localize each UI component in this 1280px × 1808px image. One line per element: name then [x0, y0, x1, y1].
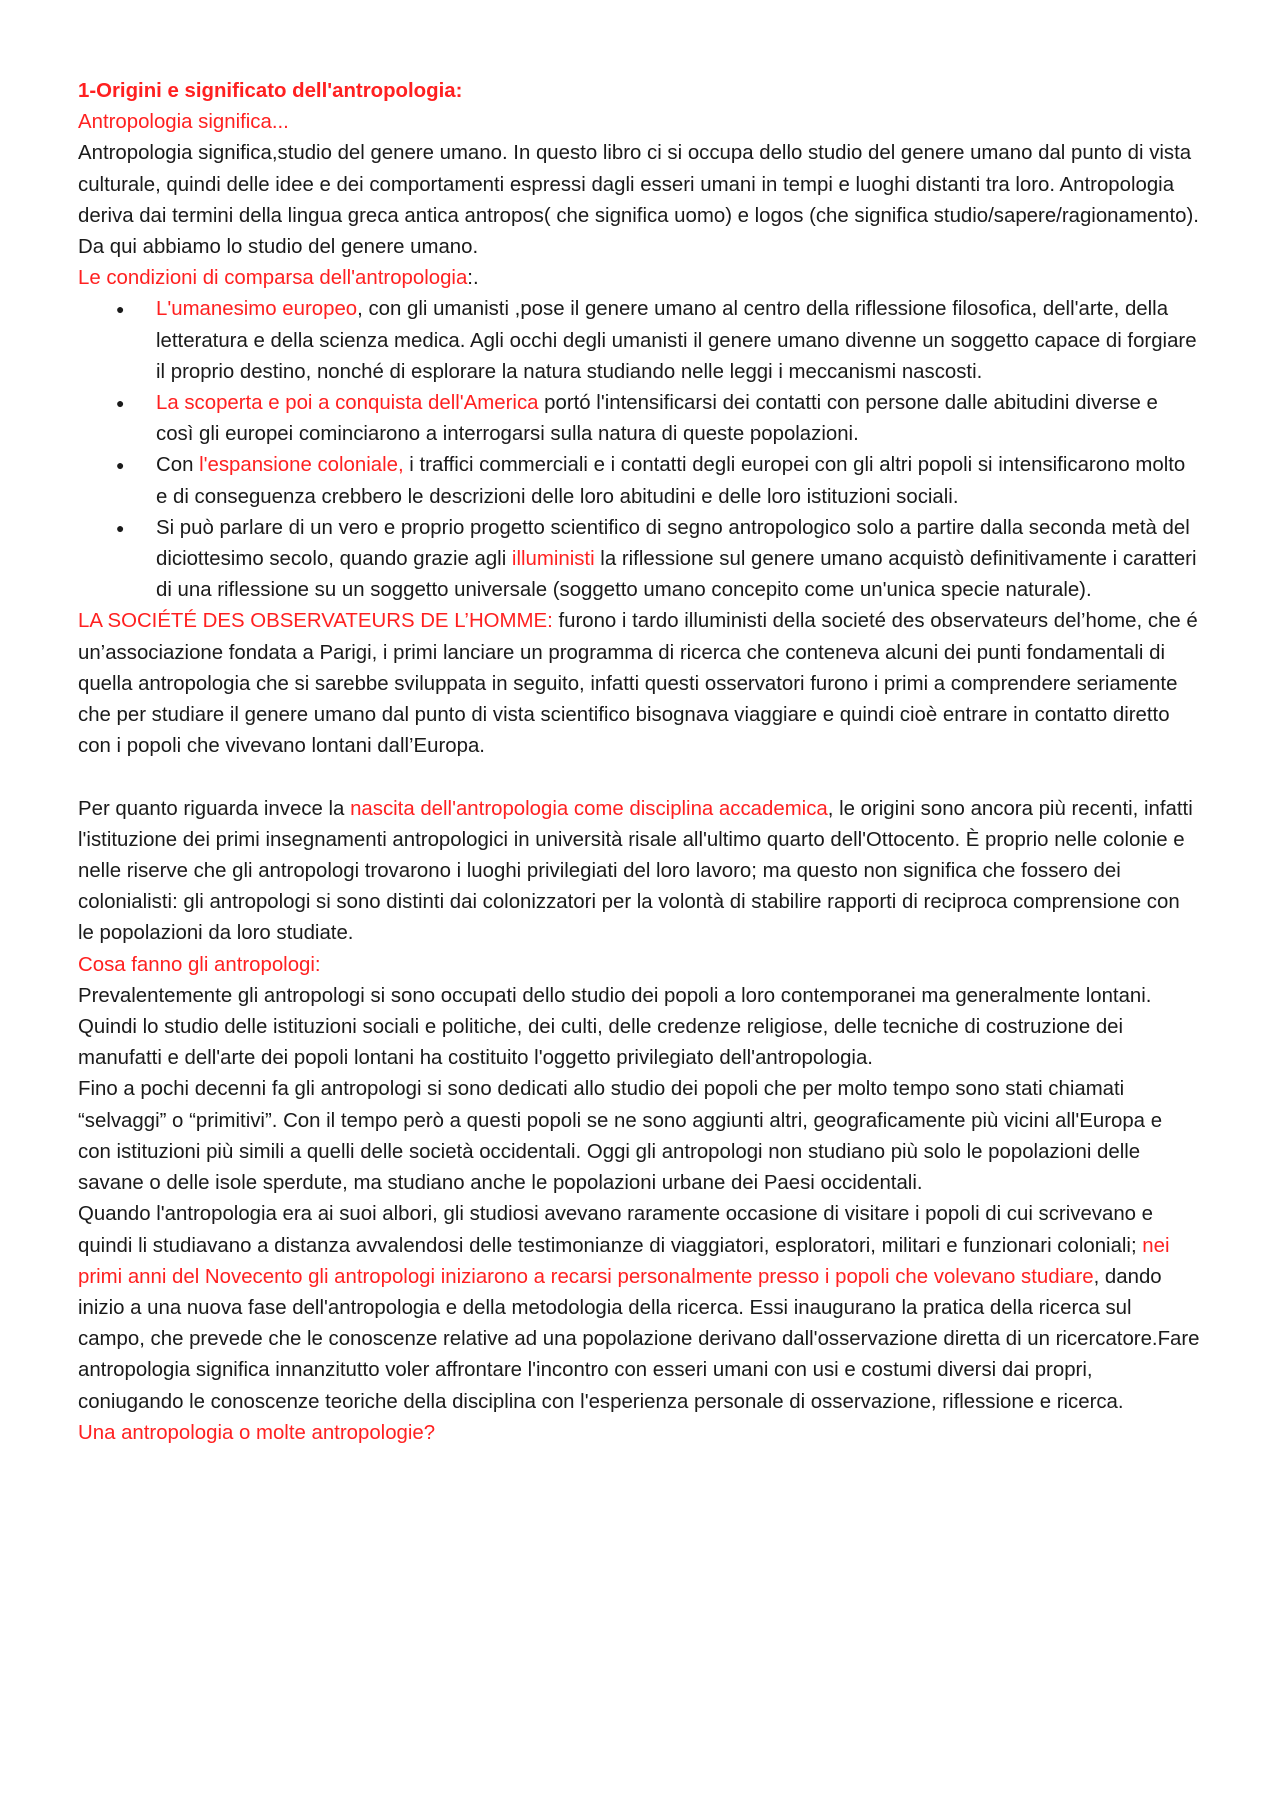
section-heading-condizioni-line — [78, 263, 1200, 294]
list-item-highlight: illuministi — [511, 548, 595, 571]
section-heading-societe: LA SOCIÉTÉ DES OBSERVATEURS DE L’HOMME: — [78, 610, 553, 633]
list-item-highlight: La scoperta e poi a conquista dell'America — [156, 392, 539, 415]
nascita-highlight: nascita dell'antropologia come disciplina accademica — [350, 797, 828, 820]
list-item-text: Con — [156, 454, 200, 477]
section-heading-significato: Antropologia significa... — [78, 111, 289, 134]
document-title: 1-Origini e significato dell'antropologia: — [78, 80, 463, 102]
paragraph-cosa-fanno-2: Fino a pochi decenni fa gli antropologi si sono dedicati allo studio dei popoli che per molto tempo sono stati chiamati “selvaggi” o “primitivi”. Con il tempo però a questi popoli se ne sono aggiunti altri, geograficamente più vicini all'Europa e con istituzioni più simili a quelli delle società occidentali. Oggi gli antropologi non studiano più solo le popolazioni delle savane o delle isole sperdute, ma studiano anche le popolazioni urbane dei Paesi occidentali. — [78, 1078, 1163, 1195]
paragraph-cosa-fanno-3 — [78, 1199, 1200, 1417]
paragraph-societe — [78, 606, 1200, 762]
paragraph-cosa-fanno-1: Prevalentemente gli antropologi si sono occupati dello studio dei popoli a loro contemporanei ma generalmente lontani. Quindi lo studio delle istituzioni sociali e politiche, dei culti, delle credenze religiose, delle tecniche di costruzione dei manufatti e dell'arte dei popoli lontani ha costituito l'oggetto privilegiato dell'antropologia. — [78, 984, 1152, 1070]
condizioni-list — [78, 294, 1200, 606]
list-item-text: Si può parlare di un vero e proprio progetto scientifico di segno antropologico solo a partire dalla seconda metà del diciottesimo secolo, quando grazie agli — [156, 516, 1190, 571]
paragraph-societe-text: furono i tardo illuministi della societé des observateurs del’home, che é un’associazione fondata a Parigi, i primi lanciare un programma di ricerca che conteneva alcuni dei punti fondamentali di quella antropologia che si sarebbe sviluppata in seguito, infatti questi osservatori furono i primi a comprendere seriamente che per studiare il genere umano dal punto di vista scientifico bisognava viaggiare e quindi cioè entrare in contatto diretto con i popoli che vivevano lontani dall’Europa. — [78, 610, 1198, 758]
list-item-highlight: l'espansione coloniale, — [199, 454, 404, 477]
paragraph-nascita — [78, 794, 1200, 950]
list-item-text: la riflessione sul genere umano acquistò definitivamente i caratteri di una riflessione su un soggetto universale (soggetto umano concepito come un'unica specie naturale). — [156, 548, 1197, 602]
list-item — [156, 294, 1200, 388]
list-item-text: , con gli umanisti ,pose il genere umano al centro della riflessione filosofica, dell'arte, della letteratura e della scienza medica. Agli occhi degli umanisti il genere umano divenne un soggetto capace di forgiare il proprio destino, nonché di esplorare la natura studiando nelle leggi i meccanismi nascosti. — [156, 298, 1197, 383]
blank-line — [78, 762, 1200, 793]
paragraph-cosa-fanno-3-pre: Quando l'antropologia era ai suoi albori, gli studiosi avevano raramente occasione di visitare i popoli di cui scrivevano e quindi li studiavano a distanza avvalendosi delle testimonianze di viaggiatori, esploratori, militari e funzionari coloniali; — [78, 1203, 1154, 1257]
section-heading-cosa-fanno: Cosa fanno gli antropologi: — [78, 953, 321, 976]
section-heading-antropologie: Una antropologia o molte antropologie? — [78, 1421, 436, 1444]
list-item-highlight: L'umanesimo europeo — [156, 298, 358, 321]
section-heading-condizioni: Le condizioni di comparsa dell'antropologia — [78, 267, 468, 290]
list-item-text: i traffici commerciali e i contatti degli europei con gli altri popoli si intensificarono molto e di conseguenza crebbero le descrizioni delle loro abitudini e delle loro istituzioni sociali. — [156, 454, 1186, 508]
heading-tail: :. — [467, 267, 479, 290]
list-item-text: portó l'intensificarsi dei contatti con persone dalle abitudini diverse e così gli europei cominciarono a interrogarsi sulla natura di queste popolazioni. — [156, 392, 1158, 446]
paragraph-nascita-post: , le origini sono ancora più recenti, infatti l'istituzione dei primi insegnamenti antropologici in università risale all'ultimo quarto dell'Ottocento. È proprio nelle colonie e nelle riserve che gli antropologi trovarono i luoghi privilegiati del loro lavoro; ma questo non significa che fossero dei colonialisti: gli antropologi si sono distinti dai colonizzatori per la volontà di stabilire rapporti di reciproca comprensione con le popolazioni da loro studiate. — [78, 797, 1193, 945]
paragraph-cosa-fanno-3-post: , dando inizio a una nuova fase dell'antropologia e della metodologia della ricerca. Essi inaugurano la pratica della ricerca sul campo, che prevede che le conoscenze relative ad una popolazione derivano dall'osservazione diretta di un ricercatore.Fare antropologia significa innanzitutto voler affrontare l'incontro con esseri umani con usi e costumi diversi dai propri, coniugando le conoscenze teoriche della disciplina con l'esperienza personale di osservazione, riflessione e ricerca. — [78, 1265, 1200, 1413]
paragraph-significato: Antropologia significa,studio del genere umano. In questo libro ci si occupa dello studio del genere umano dal punto di vista culturale, quindi delle idee e dei comportamenti espressi dagli esseri umani in tempi e luoghi distanti tra loro. Antropologia deriva dai termini della lingua greca antica antropos( che significa uomo) e logos (che significa studio/sapere/ragionamento). Da qui abbiamo lo studio del genere umano. — [78, 142, 1199, 259]
novecento-highlight: nei primi anni del Novecento gli antropologi iniziarono a recarsi personalmente presso i popoli che volevano studiare — [78, 1234, 1170, 1288]
list-item — [156, 388, 1200, 450]
list-item — [156, 513, 1200, 607]
list-item — [156, 450, 1200, 512]
paragraph-nascita-pre: Per quanto riguarda invece la — [78, 797, 351, 820]
